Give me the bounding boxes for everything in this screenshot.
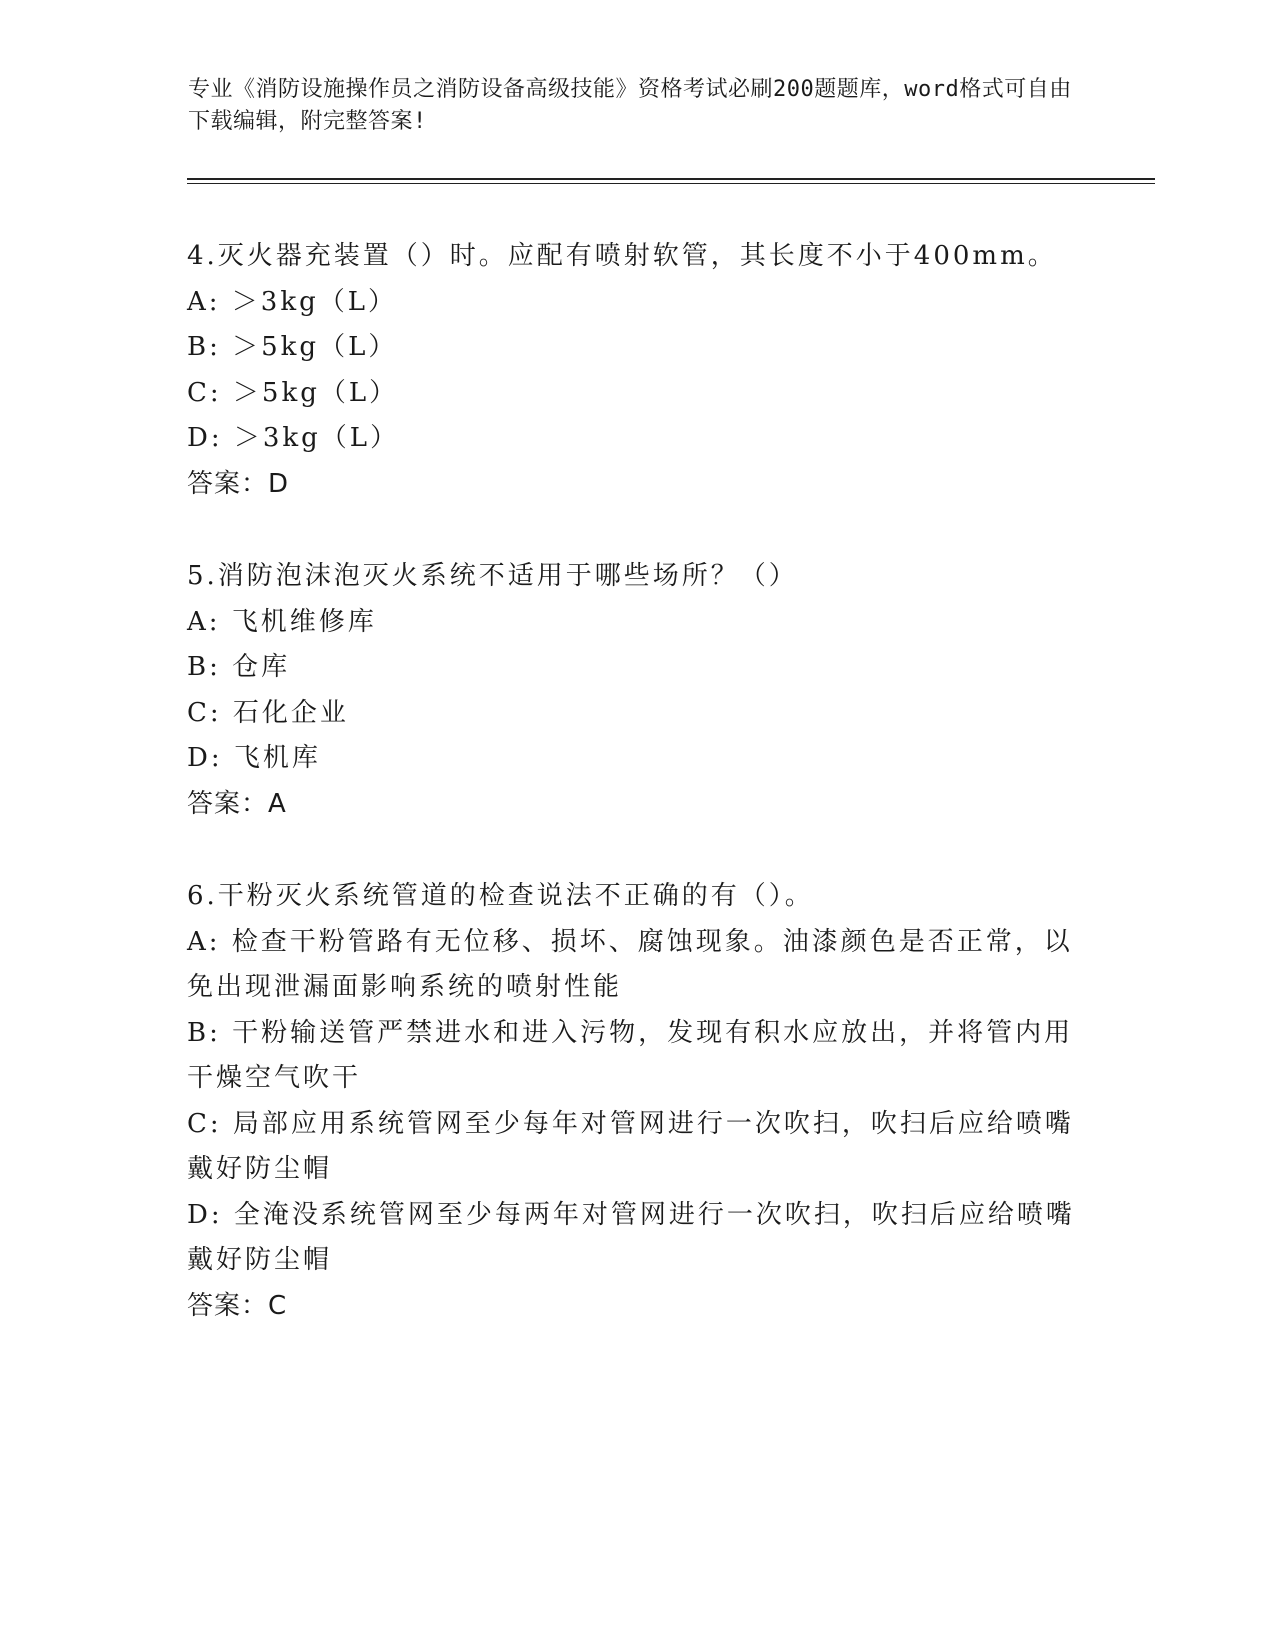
option-c: C: 局部应用系统管网至少每年对管网进行一次吹扫，吹扫后应给喷嘴戴好防尘帽	[187, 1108, 1074, 1184]
option-a: A: 检查干粉管路有无位移、损坏、腐蚀现象。油漆颜色是否正常，以免出现泄漏面影响系统的喷射性能	[187, 926, 1073, 1002]
answer-line: 答案：D	[187, 468, 290, 499]
header-text: 专业《消防设施操作员之消防设备高级技能》资格考试必刷200题题库，word格式可自由下载编辑，附完整答案!	[188, 77, 1072, 134]
question-4	[187, 234, 1077, 507]
question-stem: 4.灭火器充装置（）时。应配有喷射软管，其长度不小于400mm。	[187, 241, 1057, 271]
option-d: D: 全淹没系统管网至少每两年对管网进行一次吹扫，吹扫后应给喷嘴戴好防尘帽	[187, 1199, 1075, 1275]
question-stem: 6.干粉灭火系统管道的检查说法不正确的有（）。	[187, 881, 814, 911]
answer-line: 答案：A	[187, 788, 287, 819]
header-divider-thick	[187, 178, 1155, 180]
option-d: D: 飞机库	[187, 743, 321, 773]
document-header	[188, 74, 1078, 138]
option-b: B: 干粉输送管严禁进水和进入污物，发现有积水应放出，并将管内用干燥空气吹干	[187, 1017, 1074, 1093]
answer-line: 答案：C	[187, 1290, 288, 1321]
question-stem: 5.消防泡沫泡灭火系统不适用于哪些场所？（）	[187, 561, 798, 591]
option-c: C: ＞5kg（L）	[187, 377, 399, 408]
option-b: B: ＞5kg（L）	[187, 332, 398, 362]
question-5	[187, 554, 1077, 827]
option-d: D: ＞3kg（L）	[187, 423, 400, 453]
question-6	[187, 874, 1077, 1329]
option-a: A: 飞机维修库	[187, 606, 377, 637]
header-divider-thin	[187, 183, 1155, 184]
option-b: B: 仓库	[187, 652, 291, 682]
option-c: C: 石化企业	[187, 697, 349, 728]
option-a: A: ＞3kg（L）	[187, 286, 398, 317]
